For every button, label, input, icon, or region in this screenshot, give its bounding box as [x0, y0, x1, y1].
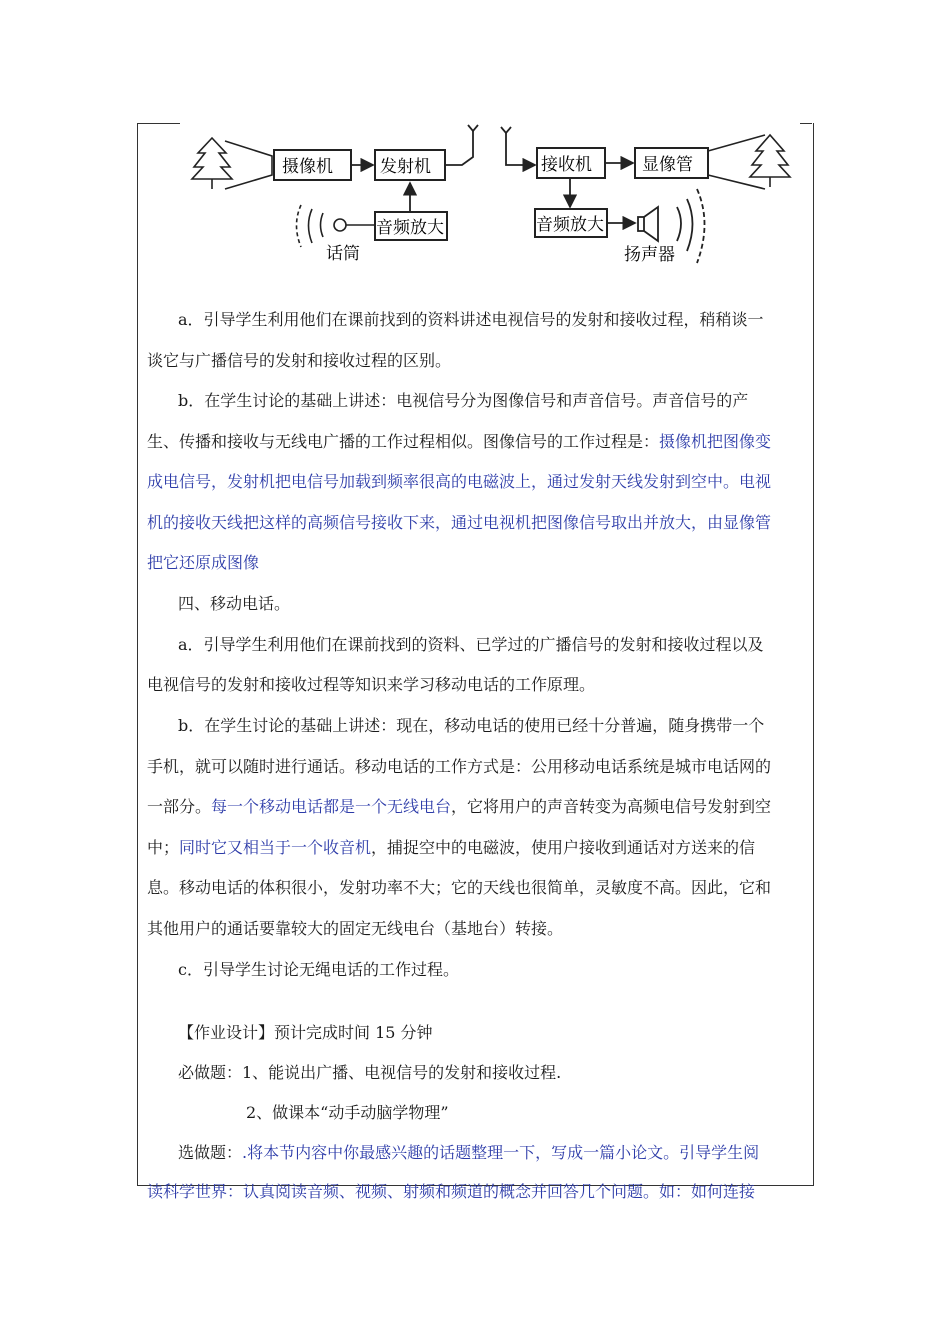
highlighted-line: 把它还原成图像: [147, 553, 260, 572]
table-top-left-border: [137, 123, 180, 124]
audio-amp-left-label: 音频放大: [376, 218, 444, 238]
text-span: 一部分。: [147, 797, 212, 816]
picture-tube-label: 显像管: [642, 155, 693, 175]
receive-antenna-icon: [501, 127, 535, 165]
paragraph-line: c．引导学生讨论无绳电话的工作过程。: [178, 960, 459, 979]
microphone-icon: [297, 205, 376, 247]
text-span: ，它将用户的声音转变为高频电信号发射到空: [451, 797, 772, 816]
highlighted-line: 成电信号，发射机把电信号加载到频率很高的电磁波上，通过发射天线发射到空中。电视: [147, 472, 772, 491]
homework-optional: [178, 1143, 759, 1163]
section-heading: 四、移动电话。: [178, 594, 291, 613]
paragraph-line: 手机，就可以随时进行通话。移动电话的工作方式是：公用移动电话系统是城市电话网的: [147, 757, 772, 776]
transmitter-label: 发射机: [380, 157, 431, 177]
highlighted-text: 摄像机把图像变: [659, 432, 772, 451]
homework-required-2: 2、做课本“动手动脑学物理”: [246, 1103, 449, 1122]
camera-lens-cone-icon: [225, 141, 272, 189]
tv-signal-diagram: [190, 123, 800, 273]
speaker-label: 扬声器: [624, 245, 675, 265]
paragraph-line: a．引导学生利用他们在课前找到的资料讲述电视信号的发射和接收过程，稍稍谈一: [178, 310, 764, 329]
table-top-right-border: [800, 123, 812, 124]
paragraph-line: b．在学生讨论的基础上讲述：现在，移动电话的使用已经十分普遍，随身携带一个: [178, 716, 765, 735]
tree-left-icon: [192, 138, 232, 189]
tree-right-icon: [750, 135, 790, 187]
paragraph-line: 谈它与广播信号的发射和接收过程的区别。: [147, 351, 452, 370]
audio-amp-right-label: 音频放大: [536, 215, 604, 235]
paragraph-line: b．在学生讨论的基础上讲述：电视信号分为图像信号和声音信号。声音信号的产: [178, 391, 749, 410]
text-span: 生、传播和接收与无线电广播的工作过程相似。图像信号的工作过程是：: [147, 432, 660, 451]
text-span: 中；: [147, 838, 180, 857]
highlighted-line: 机的接收天线把这样的高频信号接收下来，通过电视机把图像信号取出并放大，由显像管: [147, 513, 772, 532]
receiver-label: 接收机: [541, 155, 592, 175]
paragraph-line: 电视信号的发射和接收过程等知识来学习移动电话的工作原理。: [147, 675, 596, 694]
paragraph-line: 息。移动电话的体积很小，发射功率不大；它的天线也很简单，灵敏度不高。因此，它和: [147, 878, 772, 897]
camera-label: 摄像机: [282, 157, 333, 177]
text-span: ，捕捉空中的电磁波，使用户接收到通话对方送来的信: [371, 838, 756, 857]
homework-title: 【作业设计】预计完成时间 15 分钟: [178, 1023, 433, 1042]
screen-cone-icon: [708, 135, 765, 189]
paragraph-line: a．引导学生利用他们在课前找到的资料、已学过的广播信号的发射和接收过程以及: [178, 635, 764, 654]
text-span: 选做题：: [178, 1143, 243, 1162]
highlighted-text: 每一个移动电话都是一个无线电台: [211, 797, 452, 816]
highlighted-text: .将本节内容中你最感兴趣的话题整理一下，写成一篇小论文。引导学生阅: [242, 1143, 760, 1162]
paragraph-line: [147, 838, 755, 858]
highlighted-text: 同时它又相当于一个收音机: [179, 838, 372, 857]
paragraph-line: [147, 797, 771, 817]
paragraph-line: 其他用户的通话要靠较大的固定无线电台（基地台）转接。: [147, 919, 564, 938]
paragraph-line: [147, 432, 771, 452]
highlighted-line: 读科学世界：认真阅读音频、视频、射频和频道的概念并回答几个问题。如：如何连接: [147, 1182, 756, 1201]
transmit-antenna-icon: [445, 125, 478, 165]
microphone-label: 话筒: [326, 244, 360, 264]
homework-required-1: 必做题：1、能说出广播、电视信号的发射和接收过程.: [178, 1063, 562, 1082]
